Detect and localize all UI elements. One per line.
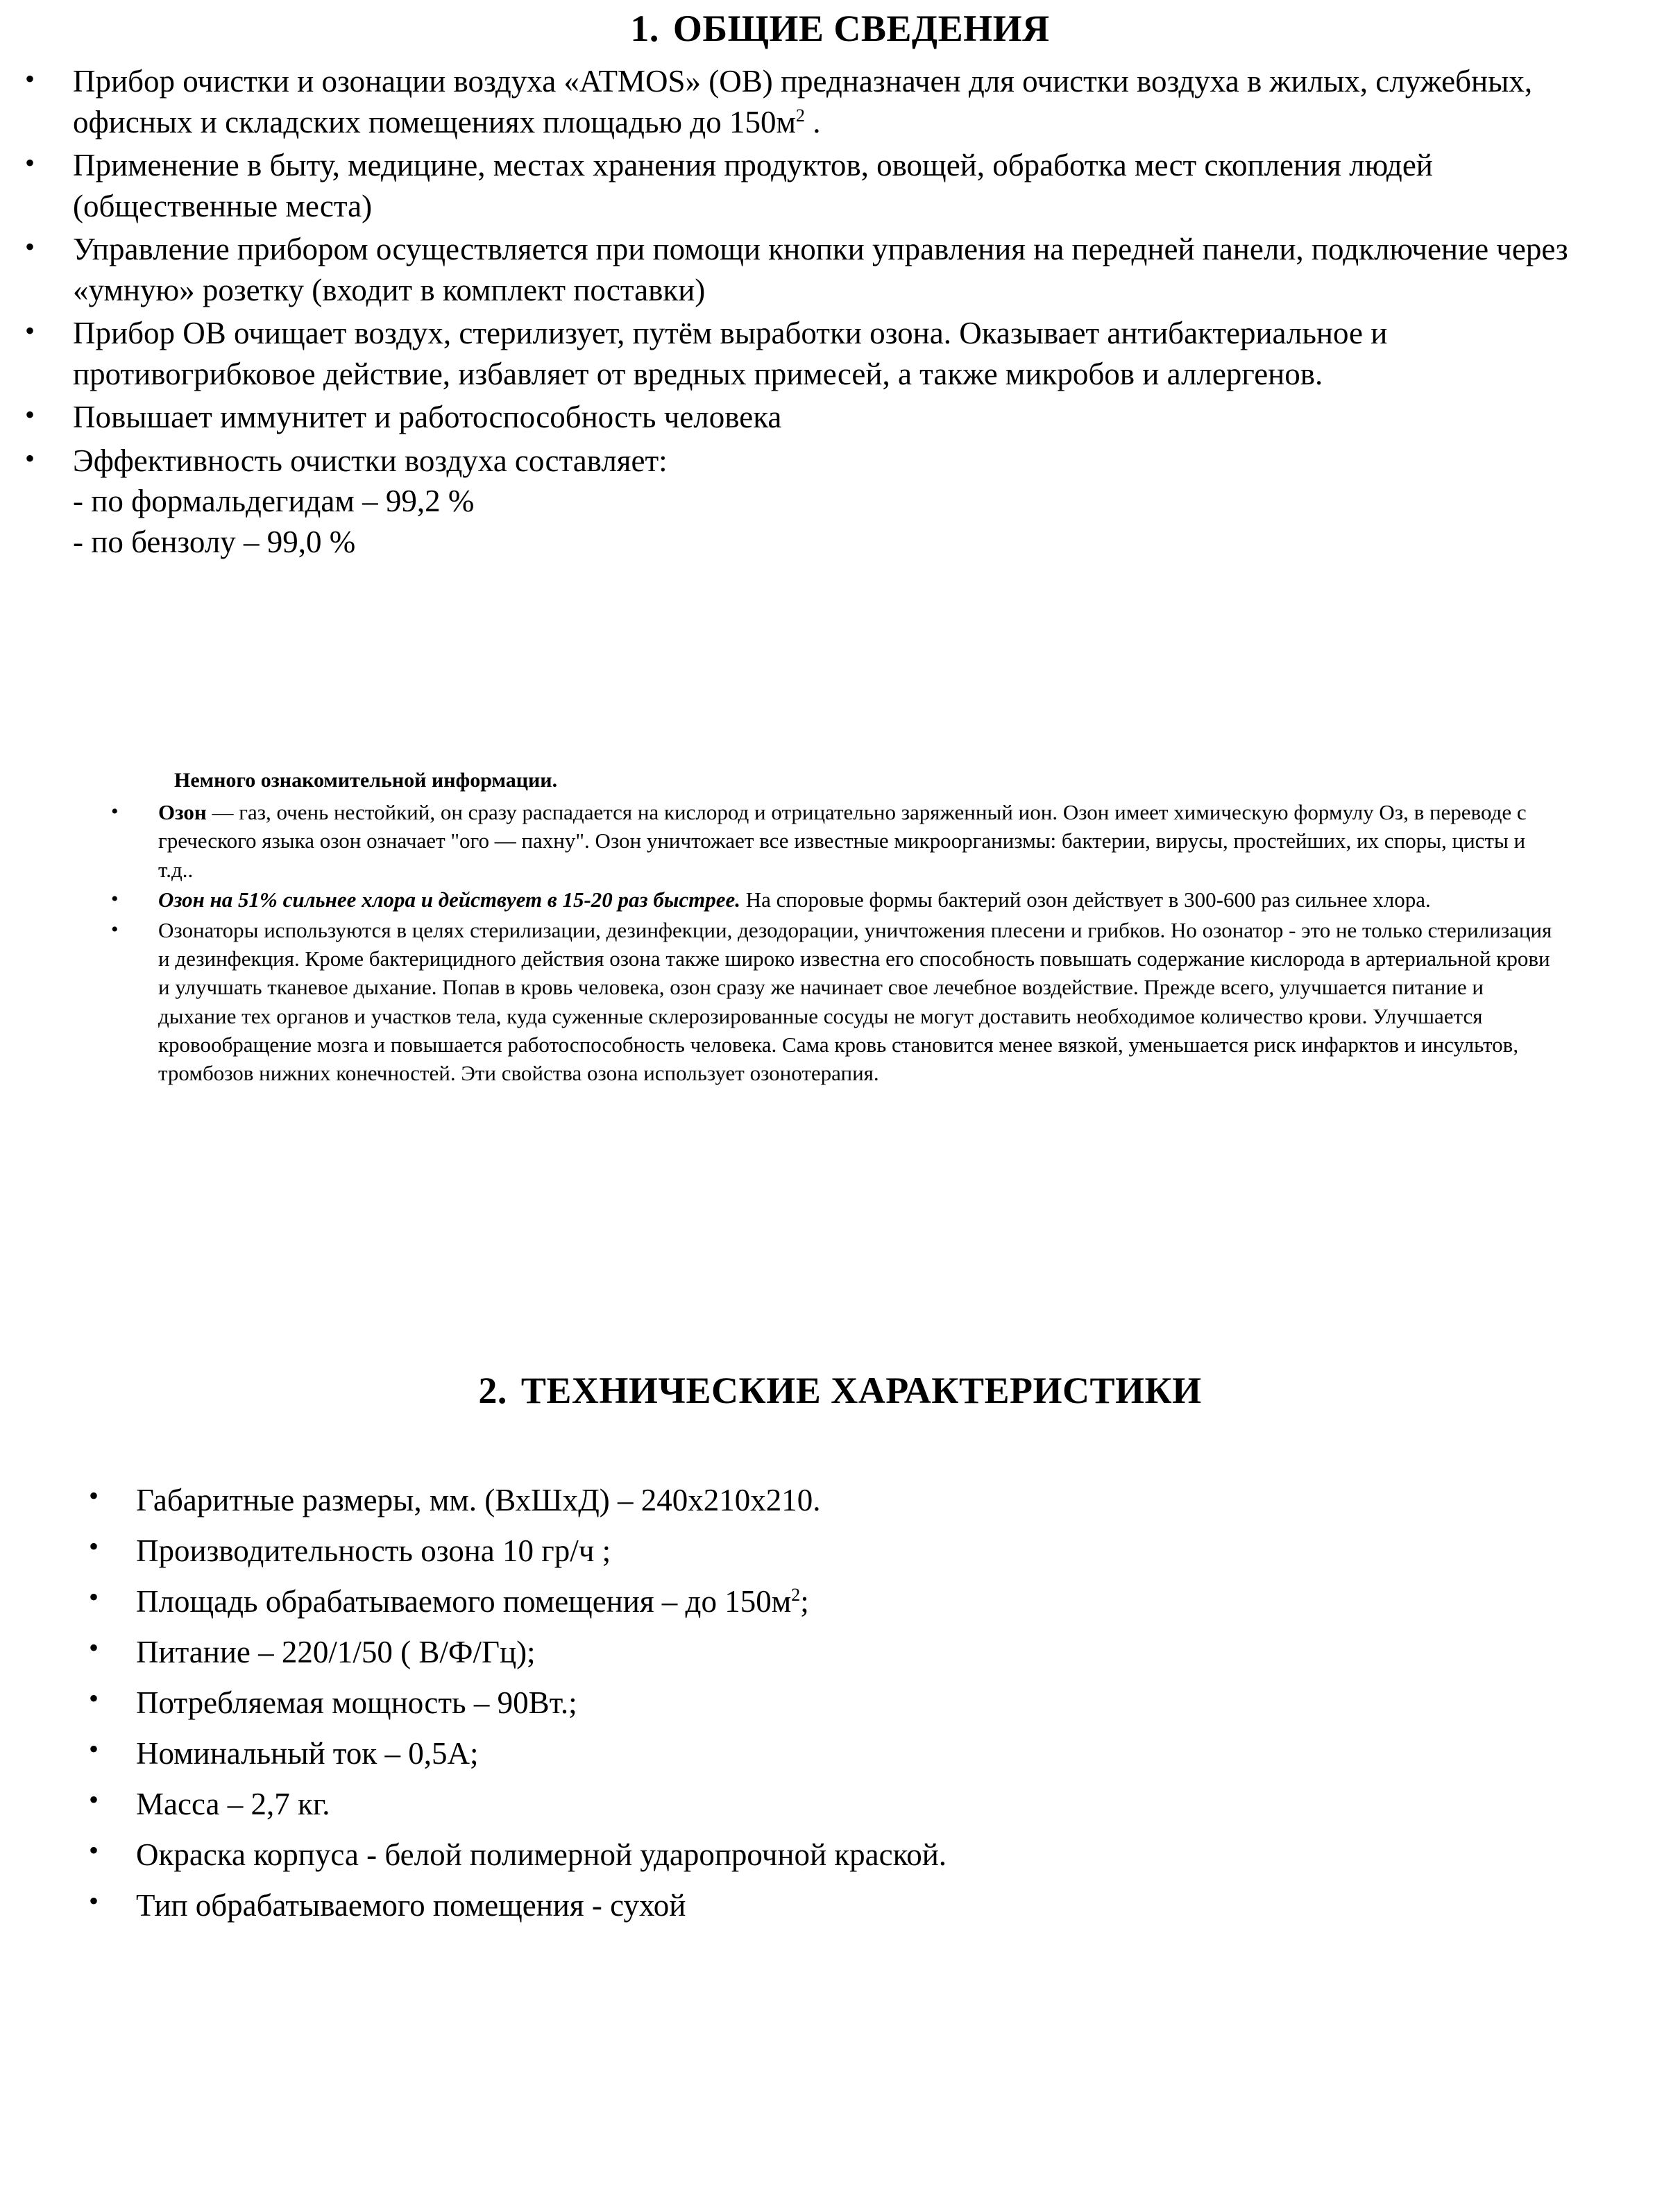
info-bullet-2-body: Озонаторы используются в целях стерилизации, дезинфекции, дезодорации, уничтожения плесени и грибков. Но озонатор - это не только стерилизация и дезинфекция. Кроме бактерицидного действия озона также широко известна его способность повышать содержание кислорода в артериальной крови и улучшать тканевое дыхание. Попав в кровь человека, озон сразу же начинает свое лечебное воздействие. Прежде всего, улучшается питание и дыхание тех органов и участков тела, куда суженные склерозированные сосуды не могут доставить необходимое количество крови. Улучшается кровообращение мозга и повышается работоспособность человека. Сама кровь становится менее вязкой, уменьшается риск инфарктов и инсультов, тромбозов нижних конечностей. Эти свойства озона использует озонотерапия. [158,917,1552,1086]
general-bullet-4-text: Повышает иммунитет и работоспособность человека [73,400,782,434]
spec-area-tail: ; [800,1584,809,1619]
list-item [0,61,1582,142]
general-bullet-3-text: Прибор ОВ очищает воздух, стерилизует, путём выработки озона. Оказывает антибактериальное и противогрибковое действие, избавляет от вредных примесей, а также микробов и аллергенов. [73,316,1388,391]
list-item [0,798,1561,884]
section-1-heading-container [0,8,1680,49]
technical-specs-list [0,1485,1596,1941]
general-bullet-5-text: Эффективность очистки воздуха составляет: [73,443,668,478]
list-item [0,1890,1596,1921]
info-bullet-0-body: — газ, очень нестойкий, он сразу распадается на кислород и отрицательно заряженный ион. Озон имеет химическую формулу Оз, в переводе с греческого языка озон означает "ого — пахну". Озон уничтожает все известные микроорганизмы: бактерии, вирусы, простейших, их споры, цисты и т.д.. [158,800,1527,882]
list-item [0,441,1582,563]
list-item [0,1839,1596,1871]
spec-dimensions: Габаритные размеры, мм. (ВхШхД) – 240х210х210. [136,1483,821,1517]
info-block-title: Немного ознакомительной информации. [174,769,558,792]
informational-block [0,769,1561,1089]
page-title-section-2 [0,1370,1680,1411]
superscript-square: 2 [791,1585,801,1605]
spec-power-consumption: Потребляемая мощность – 90Вт.; [136,1685,577,1720]
spec-ozone-output: Производительность озона 10 гр/ч ; [136,1533,611,1568]
list-item [0,313,1582,394]
list-item [0,397,1582,438]
general-bullet-2-text: Управление прибором осуществляется при помощи кнопки управления на передней панели, подключение через «умную» розетку (входит в комплект поставки) [73,232,1568,307]
info-bullet-0-lead: Озон [158,800,207,824]
list-item [0,1637,1596,1668]
spec-paint: Окраска корпуса - белой полимерной ударопрочной краской. [136,1837,947,1872]
spec-power-supply: Питание – 220/1/50 ( В/Ф/Гц); [136,1635,536,1669]
list-item [0,229,1582,310]
general-bullet-0-tail: . [804,104,821,139]
general-info-list [0,61,1582,565]
info-bullet-list [0,798,1561,1088]
list-item [0,145,1582,226]
section-2-title: ТЕХНИЧЕСКИЕ ХАРАКТЕРИСТИКИ [520,1370,1202,1411]
list-item [0,1535,1596,1567]
section-2-number: 2. [478,1370,507,1411]
section-1-number: 1. [630,8,659,49]
section-1-title: ОБЩИЕ СВЕДЕНИЯ [672,8,1050,49]
efficiency-benzene-line: - по бензолу – 99,0 % [73,524,356,559]
efficiency-formaldehyde-line: - по формальдегидам – 99,2 % [73,484,475,518]
info-bullet-1-body: На споровые формы бактерий озон действует в 300-600 раз сильнее хлора. [740,887,1431,912]
list-item [0,885,1561,914]
info-bullet-1-lead: Озон на 51% сильнее хлора и действует в 15-20 раз быстрее. [158,887,740,912]
page-title-section-1 [0,8,1680,49]
list-item [0,1586,1596,1617]
list-item [0,1687,1596,1719]
spec-area-text: Площадь обрабатываемого помещения – до 150м [136,1584,792,1619]
spec-nominal-current: Номинальный ток – 0,5А; [136,1736,479,1771]
section-2-heading-container [0,1370,1680,1411]
general-bullet-1-text: Применение в быту, медицине, местах хранения продуктов, овощей, обработка мест скопления людей (общественные места) [73,148,1433,223]
list-item [0,916,1561,1088]
superscript-square: 2 [795,105,805,126]
spec-mass: Масса – 2,7 кг. [136,1787,330,1821]
list-item [0,1738,1596,1769]
spec-room-type: Тип обрабатываемого помещения - сухой [136,1888,686,1923]
list-item [0,1485,1596,1516]
general-bullet-0-text: Прибор очистки и озонации воздуха «ATMOS» (ОВ) предназначен для очистки воздуха в жилых, служебных, офисных и складских помещениях площадью до 150м [73,64,1533,139]
list-item [0,1789,1596,1820]
